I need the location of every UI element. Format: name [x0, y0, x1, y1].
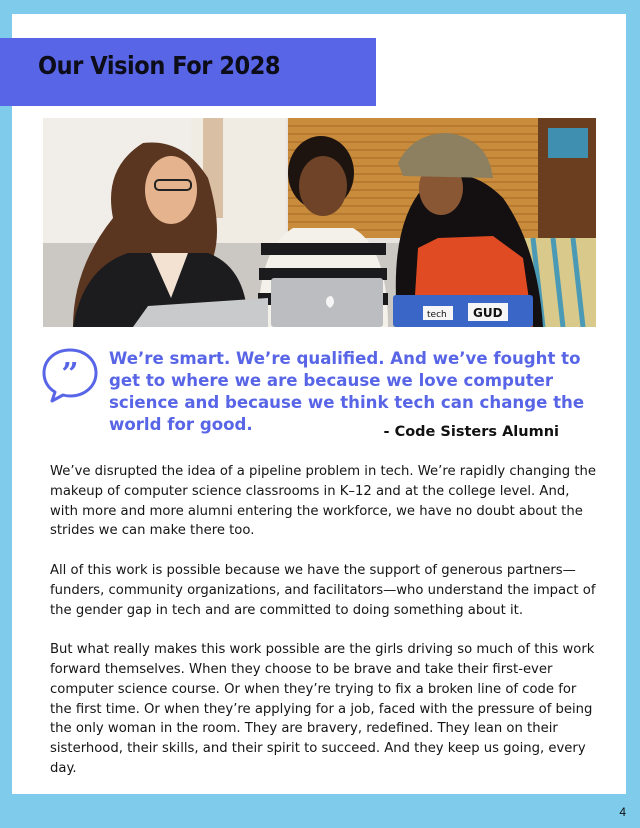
page-title: Our Vision For 2028 [38, 51, 281, 80]
quote-icon [41, 346, 99, 404]
page-number: 4 [619, 805, 626, 819]
sticker-gud: GUD [473, 306, 503, 320]
photo-illustration [43, 118, 596, 327]
paragraph-3: But what really makes this work possible are the girls driving so much of this work forward themselves. When they choose to be brave and take their first-ever computer science course. Or when they’re trying to fix a broken line of code for the first time. Or when they’re applying for a job, faced with the pressure of being the only woman in the room. They are bravery, redefined. They lean on their sisterhood, their skills, and their spirit to succeed. And they keep us going, every day. [50, 642, 595, 776]
svg-text:”: ” [61, 357, 79, 392]
paragraph-2: All of this work is possible because we have the support of generous partners—funders, community organizations, and facilitators—who understand the impact of the gender gap in tech and are committed to doing something about it. [50, 562, 596, 618]
hero-photo [43, 118, 596, 327]
quote-attribution: - Code Sisters Alumni [383, 424, 559, 440]
paragraph-1: We’ve disrupted the idea of a pipeline problem in tech. We’re rapidly changing the makeup of computer science classrooms in K–12 and at the college level. And, with more and more alumni entering the workforce, we have no doubt about the strides we can make there too. [50, 464, 596, 539]
pull-quote: We’re smart. We’re qualified. And we’ve fought to get to where we are because we love computer science and because we think tech can change the world for good. [109, 349, 585, 434]
sticker-tech: tech [427, 310, 447, 320]
body-text [50, 462, 598, 799]
